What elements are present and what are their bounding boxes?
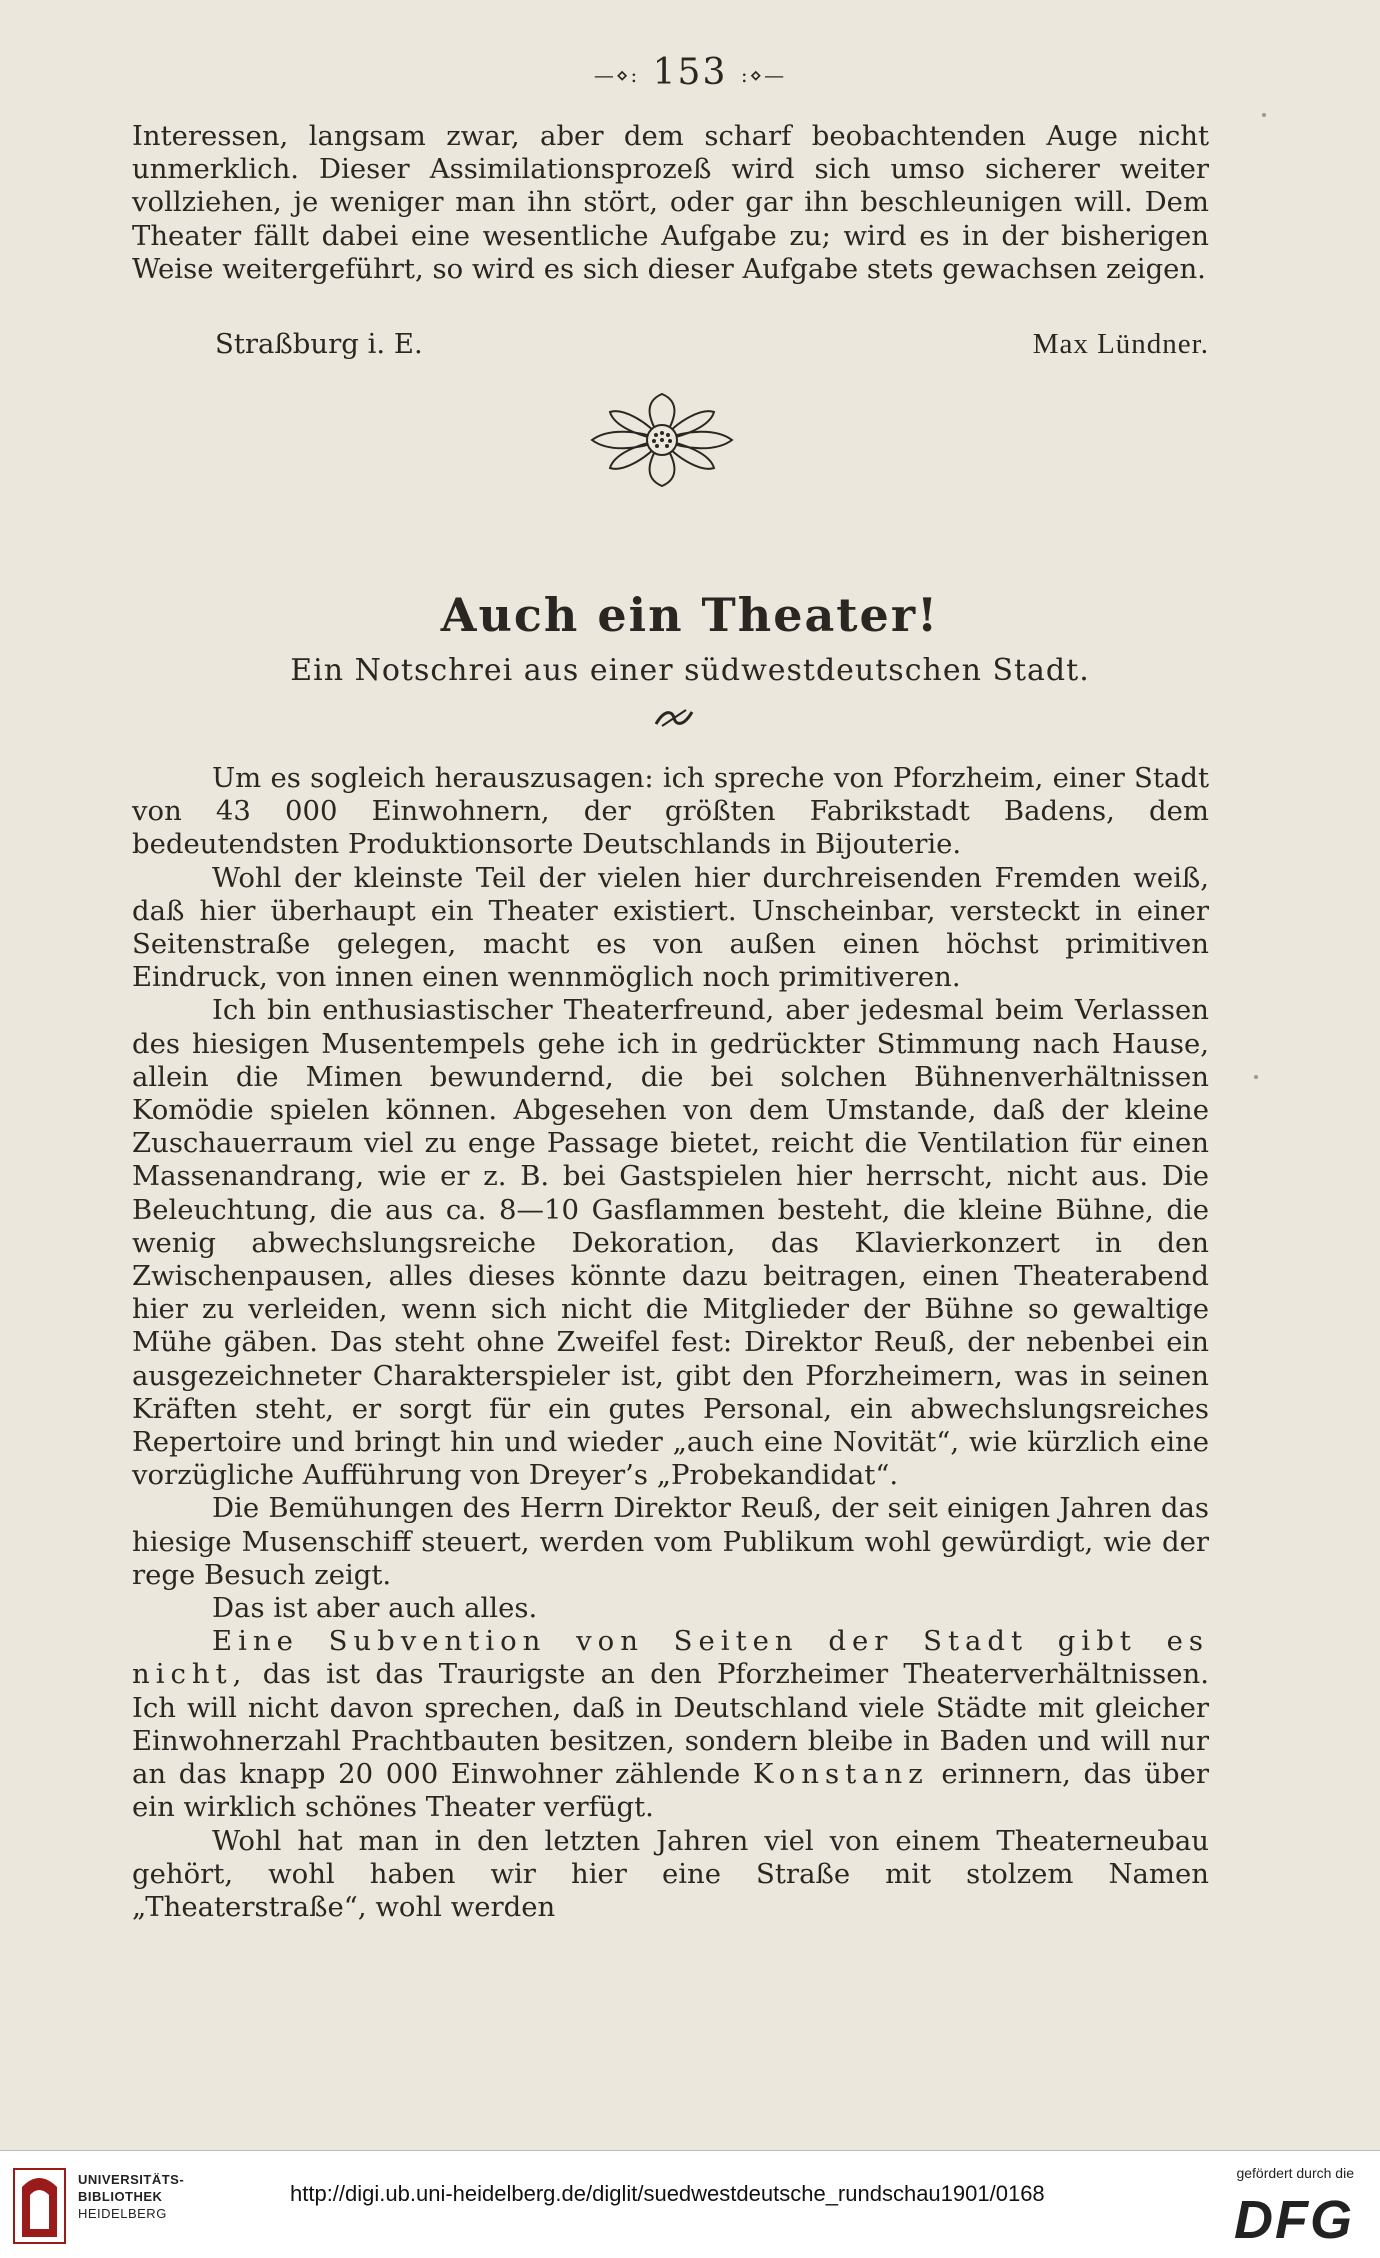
article-paragraph: Die Bemühungen des Herrn Direktor Reuß, der seit einigen Jahren das hiesige Musenschiff steuert, werden vom Publikum wohl gewürdigt, wie der rege Besuch zeigt. (132, 1492, 1209, 1591)
page-number-value: 153 (652, 52, 728, 93)
article-paragraph: Wohl der kleinste Teil der vielen hier durchreisenden Fremden weiß, daß hier überhaupt ein Theater existiert. Unscheinbar, versteckt in einer Seitenstraße gelegen, macht es von außen einen höchst primitiven Eindruck, von innen einen wennmöglich noch primitiveren. (132, 861, 1209, 994)
library-name-line2: BIBLIOTHEK (78, 2189, 163, 2204)
ornament-right: :⋄— (740, 63, 787, 87)
signature-place: Straßburg i. E. (215, 328, 423, 360)
article-paragraph: Um es sogleich herauszusagen: ich spreche von Pforzheim, einer Stadt von 43 000 Einwohnern, der größten Fabrikstadt Badens, dem bedeutendsten Produktionsorte Deutschlands in Bijouterie. (132, 762, 1209, 861)
article-paragraph-subvention (132, 1625, 1209, 1824)
previous-article-ending (132, 120, 1209, 286)
library-name (78, 2171, 184, 2222)
spaced-emphasis-konstanz: Konstanz (752, 1758, 929, 1791)
article-paragraph: Ich bin enthusiastischer Theaterfreund, aber jedesmal beim Verlassen des hiesigen Musentempels gehe ich in gedrückter Stimmung nach Hause, allein die Mimen bewundernd, die bei solchen Bühnenverhältnissen Komödie spielen können. Abgesehen von dem Umstande, daß der kleine Zuschauerraum viel zu enge Passage bietet, reicht die Ventilation für einen Massenandrang, wie er z. B. bei Gastspielen hier herrscht, nicht aus. Die Beleuchtung, die aus ca. 8—10 Gasflammen besteht, die kleine Bühne, die wenig abwechslungsreiche Dekoration, das Klavierkonzert in den Zwischenpausen, alles dieses könnte dazu beitragen, einen Theaterabend hier zu verleiden, wenn sich nicht die Mitglieder der Bühne so gewaltige Mühe gäben. Das steht ohne Zweifel fest: Direktor Reuß, der nebenbei ein ausgezeichneter Charakterspieler ist, gibt den Pforzheimern, was in seinen Kräften steht, er sorgt für ein gutes Personal, ein abwechslungsreiches Repertoire und bringt hin und wieder „auch eine Novität“, wie kürzlich eine vorzügliche Aufführung von Dreyer’s „Probekandidat“. (132, 994, 1209, 1492)
paragraph-text: das ist das Traurigste an den Pforzheimer Theaterverhältnissen. Ich will nicht davon sprechen, daß in Deutschland viele Städte mit gleicher Einwohnerzahl Prachtbauten besitzen, sondern bleibe in Baden und will nur an das knapp 20 000 Einwohner zählende (132, 1658, 1209, 1791)
article-body (132, 762, 1209, 1924)
article-paragraph: Das ist aber auch alles. (212, 1592, 538, 1625)
divider-flourish-icon (652, 706, 696, 730)
article-paragraph: Wohl hat man in den letzten Jahren viel von einem Theaterneubau gehört, wohl haben wir hier eine Straße mit stolzem Namen „Theaterstraße“, wohl werden (132, 1824, 1209, 1923)
source-url-link[interactable]: http://digi.ub.uni-heidelberg.de/diglit/suedwestdeutsche_rundschau1901/0168 (290, 2181, 1045, 2206)
digitization-footer (0, 2150, 1380, 2258)
paragraph-text: erinnern, das über ein wirklich schönes Theater verfügt. (132, 1758, 1209, 1824)
spaced-emphasis: Eine Subvention von Seiten der Stadt gibt es nicht, (132, 1625, 1209, 1691)
edelweiss-ornament-icon (588, 390, 736, 490)
previous-article-paragraph: Interessen, langsam zwar, aber dem scharf beobachtenden Auge nicht unmerklich. Dieser Assimilationsprozeß wird sich umso sicherer weiter vollziehen, je weniger man ihn stört, oder gar ihn beschleunigen will. Dem Theater fällt dabei eine wesentliche Aufgabe zu; wird es in der bisherigen Weise weitergeführt, so wird es sich dieser Aufgabe stets gewachsen zeigen. (132, 120, 1209, 285)
funding-note: gefördert durch die (1236, 2165, 1354, 2181)
ornament-left: —⋄: (593, 63, 640, 87)
article-title: Auch ein Theater! (440, 588, 940, 642)
dfg-logo: DFG (1234, 2190, 1354, 2250)
page-number (0, 52, 1380, 93)
library-name-line1: UNIVERSITÄTS- (78, 2172, 185, 2187)
signature-author: Max Lündner. (1032, 328, 1209, 360)
scan-speck (1254, 1075, 1258, 1079)
university-library-logo-icon (12, 2167, 67, 2245)
scan-speck (1262, 113, 1266, 117)
library-name-line3: HEIDELBERG (78, 2206, 167, 2221)
article-subtitle: Ein Notschrei aus einer südwestdeutschen Stadt. (290, 653, 1090, 688)
signature-line (215, 328, 1209, 361)
